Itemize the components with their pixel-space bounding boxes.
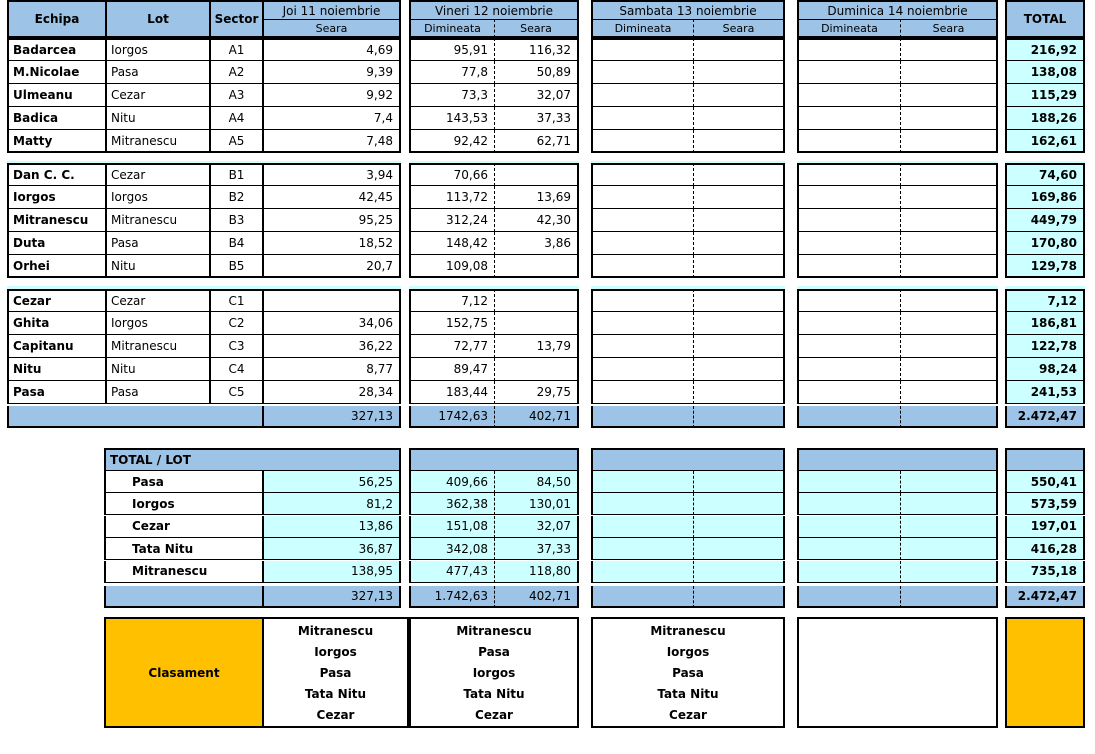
sambata-seara-value [693, 289, 785, 312]
duminica-seara-value [900, 107, 998, 130]
team-name: Duta [7, 232, 105, 255]
lot-name: Mitranescu [104, 561, 262, 583]
joi-seara-value: 4,69 [262, 38, 401, 61]
sambata-dimineata-value [591, 130, 693, 153]
total-joi: 327,13 [262, 406, 401, 428]
ranking-entry: Pasa [478, 644, 510, 659]
sambata-dimineata-value [591, 186, 693, 209]
lot-duminica-seara-value [900, 516, 998, 538]
lot-sambata-dimineata-value [591, 516, 693, 538]
lot-total-joi: 327,13 [262, 586, 401, 608]
duminica-dimineata-value [797, 163, 900, 186]
vineri-seara-value: 42,30 [494, 209, 579, 232]
day-header-sub: Seara [494, 19, 579, 38]
team-name: Capitanu [7, 335, 105, 358]
duminica-dimineata-value [797, 61, 900, 84]
row-total: 162,61 [1005, 130, 1085, 153]
joi-seara-value: 8,77 [262, 358, 401, 381]
day-header-sub: Dimineata [591, 19, 693, 38]
sambata-dimineata-value [591, 232, 693, 255]
sector-code: B3 [209, 209, 262, 232]
clasament-label: Clasament [104, 617, 262, 728]
ranking-entry: Iorgos [666, 644, 710, 659]
lot-name: Nitu [105, 255, 209, 278]
vineri-dimineata-value: 92,42 [409, 130, 494, 153]
grand-total: 2.472,47 [1005, 406, 1085, 428]
row-total: 74,60 [1005, 163, 1085, 186]
sector-code: B1 [209, 163, 262, 186]
lot-vineri-seara-value: 32,07 [494, 516, 579, 538]
lot-duminica-seara-value [900, 493, 998, 515]
lot-name: Cezar [105, 84, 209, 107]
sector-code: C3 [209, 335, 262, 358]
total-duminica-dimineata [797, 406, 900, 428]
lot-name: Iorgos [105, 312, 209, 335]
duminica-seara-value [900, 232, 998, 255]
lot-duminica-seara-value [900, 538, 998, 560]
ranking-entry: Cezar [475, 707, 513, 722]
team-name: Ulmeanu [7, 84, 105, 107]
vineri-dimineata-value: 73,3 [409, 84, 494, 107]
sector-code: C4 [209, 358, 262, 381]
lot-total-vineri-seara: 402,71 [494, 586, 579, 608]
vineri-dimineata-value: 72,77 [409, 335, 494, 358]
ranking-entry: Iorgos [314, 644, 357, 659]
lot-header-vineri [409, 448, 579, 471]
sambata-seara-value [693, 335, 785, 358]
total-sambata-dimineata [591, 406, 693, 428]
ranking-entry: Cezar [316, 707, 355, 722]
lot-name: Pasa [104, 471, 262, 493]
row-total: 7,12 [1005, 289, 1085, 312]
row-total: 170,80 [1005, 232, 1085, 255]
sambata-seara-value [693, 232, 785, 255]
team-name: Badarcea [7, 38, 105, 61]
col-header-lot: Lot [105, 0, 209, 38]
lot-section-title: TOTAL / LOT [104, 448, 401, 471]
lot-header-sambata [591, 448, 785, 471]
lot-sambata-dimineata-value [591, 538, 693, 560]
lot-name: Cezar [105, 163, 209, 186]
vineri-dimineata-value: 113,72 [409, 186, 494, 209]
lot-name: Mitranescu [105, 335, 209, 358]
vineri-seara-value [494, 312, 579, 335]
row-total: 241,53 [1005, 381, 1085, 404]
sambata-dimineata-value [591, 84, 693, 107]
lot-name: Iorgos [104, 493, 262, 515]
duminica-dimineata-value [797, 107, 900, 130]
lot-name: Mitranescu [105, 209, 209, 232]
sambata-dimineata-value [591, 381, 693, 404]
lot-name: Cezar [105, 289, 209, 312]
joi-seara-value: 7,4 [262, 107, 401, 130]
row-total: 216,92 [1005, 38, 1085, 61]
lot-joi-value: 56,25 [262, 471, 401, 493]
row-total: 115,29 [1005, 84, 1085, 107]
lot-vineri-seara-value: 84,50 [494, 471, 579, 493]
day-header-title: Duminica 14 noiembrie [797, 0, 998, 19]
sambata-dimineata-value [591, 312, 693, 335]
lot-vineri-dimineata-value: 477,43 [409, 561, 494, 583]
lot-total-sambata-dimineata [591, 586, 693, 608]
lot-name: Tata Nitu [104, 538, 262, 560]
team-name: Mitranescu [7, 209, 105, 232]
duminica-dimineata-value [797, 209, 900, 232]
row-total: 186,81 [1005, 312, 1085, 335]
totals-row-spacer [7, 406, 262, 428]
joi-seara-value: 3,94 [262, 163, 401, 186]
lot-vineri-seara-value: 118,80 [494, 561, 579, 583]
joi-seara-value: 28,34 [262, 381, 401, 404]
lot-sambata-seara-value [693, 561, 785, 583]
sector-code: C1 [209, 289, 262, 312]
vineri-seara-value: 13,69 [494, 186, 579, 209]
ranking-entry: Mitranescu [456, 623, 532, 638]
sambata-dimineata-value [591, 358, 693, 381]
joi-seara-value: 42,45 [262, 186, 401, 209]
sambata-dimineata-value [591, 38, 693, 61]
sambata-dimineata-value [591, 107, 693, 130]
sambata-seara-value [693, 38, 785, 61]
lot-name: Pasa [105, 381, 209, 404]
sector-code: A1 [209, 38, 262, 61]
row-total: 188,26 [1005, 107, 1085, 130]
vineri-dimineata-value: 77,8 [409, 61, 494, 84]
sambata-seara-value [693, 209, 785, 232]
row-total: 449,79 [1005, 209, 1085, 232]
vineri-dimineata-value: 312,24 [409, 209, 494, 232]
total-vineri-dimineata: 1742,63 [409, 406, 494, 428]
ranking-entry: Pasa [672, 665, 704, 680]
sector-code: C2 [209, 312, 262, 335]
day-header-title: Vineri 12 noiembrie [409, 0, 579, 19]
ranking-entry: Iorgos [472, 665, 516, 680]
vineri-seara-value [494, 289, 579, 312]
lot-sambata-seara-value [693, 493, 785, 515]
vineri-seara-value: 116,32 [494, 38, 579, 61]
duminica-seara-value [900, 61, 998, 84]
team-name: Iorgos [7, 186, 105, 209]
joi-seara-value: 7,48 [262, 130, 401, 153]
lot-joi-value: 36,87 [262, 538, 401, 560]
duminica-dimineata-value [797, 232, 900, 255]
lot-name: Nitu [105, 358, 209, 381]
vineri-seara-value: 13,79 [494, 335, 579, 358]
sector-code: A4 [209, 107, 262, 130]
lot-name: Pasa [105, 232, 209, 255]
ranking-entry: Mitranescu [650, 623, 726, 638]
duminica-seara-value [900, 163, 998, 186]
row-total: 138,08 [1005, 61, 1085, 84]
lot-total-duminica-seara [900, 586, 998, 608]
joi-seara-value: 9,39 [262, 61, 401, 84]
lot-duminica-seara-value [900, 561, 998, 583]
lot-duminica-dimineata-value [797, 538, 900, 560]
sambata-seara-value [693, 61, 785, 84]
joi-seara-value: 95,25 [262, 209, 401, 232]
lot-duminica-seara-value [900, 471, 998, 493]
team-name: Badica [7, 107, 105, 130]
duminica-seara-value [900, 358, 998, 381]
vineri-seara-value: 32,07 [494, 84, 579, 107]
sector-code: B5 [209, 255, 262, 278]
joi-seara-value: 9,92 [262, 84, 401, 107]
lot-name: Cezar [104, 516, 262, 538]
lot-sambata-dimineata-value [591, 471, 693, 493]
vineri-dimineata-value: 183,44 [409, 381, 494, 404]
sambata-seara-value [693, 107, 785, 130]
ranking-entry: Tata Nitu [463, 686, 525, 701]
duminica-seara-value [900, 130, 998, 153]
ranking-entry: Pasa [319, 665, 352, 680]
vineri-dimineata-value: 109,08 [409, 255, 494, 278]
team-name: Matty [7, 130, 105, 153]
duminica-seara-value [900, 84, 998, 107]
lot-joi-value: 13,86 [262, 516, 401, 538]
total-sambata-seara [693, 406, 785, 428]
lot-duminica-dimineata-value [797, 493, 900, 515]
ranking-entry: Tata Nitu [657, 686, 719, 701]
sambata-seara-value [693, 186, 785, 209]
lot-total-duminica-dimineata [797, 586, 900, 608]
sector-code: A5 [209, 130, 262, 153]
lot-total-vineri-dimineata: 1.742,63 [409, 586, 494, 608]
sambata-seara-value [693, 358, 785, 381]
lot-total-sambata-seara [693, 586, 785, 608]
sector-code: B4 [209, 232, 262, 255]
duminica-dimineata-value [797, 358, 900, 381]
clasament-sambata [591, 617, 785, 728]
sambata-seara-value [693, 312, 785, 335]
duminica-seara-value [900, 289, 998, 312]
lot-vineri-seara-value: 130,01 [494, 493, 579, 515]
sambata-seara-value [693, 84, 785, 107]
team-name: Nitu [7, 358, 105, 381]
lot-sambata-seara-value [693, 516, 785, 538]
vineri-dimineata-value: 95,91 [409, 38, 494, 61]
joi-seara-value: 20,7 [262, 255, 401, 278]
duminica-dimineata-value [797, 38, 900, 61]
duminica-dimineata-value [797, 312, 900, 335]
row-total: 122,78 [1005, 335, 1085, 358]
vineri-dimineata-value: 148,42 [409, 232, 494, 255]
joi-seara-value [262, 289, 401, 312]
duminica-seara-value [900, 186, 998, 209]
vineri-seara-value [494, 163, 579, 186]
day-header-sub: Seara [900, 19, 998, 38]
lot-sambata-seara-value [693, 471, 785, 493]
sambata-seara-value [693, 255, 785, 278]
sector-code: A3 [209, 84, 262, 107]
sector-code: B2 [209, 186, 262, 209]
vineri-seara-value [494, 358, 579, 381]
ranking-entry: Mitranescu [297, 623, 374, 638]
day-header-sub: Dimineata [797, 19, 900, 38]
day-header-title: Sambata 13 noiembrie [591, 0, 785, 19]
joi-seara-value: 34,06 [262, 312, 401, 335]
duminica-dimineata-value [797, 381, 900, 404]
team-name: Orhei [7, 255, 105, 278]
duminica-dimineata-value [797, 289, 900, 312]
lot-sambata-dimineata-value [591, 493, 693, 515]
sambata-seara-value [693, 381, 785, 404]
lot-vineri-seara-value: 37,33 [494, 538, 579, 560]
lot-header-duminica [797, 448, 998, 471]
lot-duminica-dimineata-value [797, 516, 900, 538]
lot-vineri-dimineata-value: 151,08 [409, 516, 494, 538]
clasament-joi [262, 617, 409, 728]
lot-vineri-dimineata-value: 409,66 [409, 471, 494, 493]
col-header-total: TOTAL [1005, 0, 1085, 38]
lot-total-value: 735,18 [1005, 561, 1085, 583]
vineri-seara-value: 50,89 [494, 61, 579, 84]
duminica-seara-value [900, 38, 998, 61]
day-header-sub: Dimineata [409, 19, 494, 38]
vineri-seara-value: 3,86 [494, 232, 579, 255]
duminica-dimineata-value [797, 84, 900, 107]
lot-total-value: 197,01 [1005, 516, 1085, 538]
lot-total-value: 550,41 [1005, 471, 1085, 493]
clasament-duminica [797, 617, 998, 728]
sambata-seara-value [693, 163, 785, 186]
clasament-vineri [409, 617, 579, 728]
duminica-seara-value [900, 209, 998, 232]
lot-name: Iorgos [105, 186, 209, 209]
ranking-entry: Tata Nitu [304, 686, 367, 701]
vineri-dimineata-value: 152,75 [409, 312, 494, 335]
vineri-dimineata-value: 70,66 [409, 163, 494, 186]
day-header-title: Joi 11 noiembrie [262, 0, 401, 19]
lot-sambata-seara-value [693, 538, 785, 560]
lot-joi-value: 81,2 [262, 493, 401, 515]
row-total: 98,24 [1005, 358, 1085, 381]
vineri-seara-value: 62,71 [494, 130, 579, 153]
vineri-seara-value [494, 255, 579, 278]
lot-total-value: 416,28 [1005, 538, 1085, 560]
vineri-dimineata-value: 7,12 [409, 289, 494, 312]
lot-duminica-dimineata-value [797, 471, 900, 493]
sambata-seara-value [693, 130, 785, 153]
duminica-seara-value [900, 255, 998, 278]
lot-name: Nitu [105, 107, 209, 130]
total-duminica-seara [900, 406, 998, 428]
lot-vineri-dimineata-value: 342,08 [409, 538, 494, 560]
lot-duminica-dimineata-value [797, 561, 900, 583]
lot-total-value: 573,59 [1005, 493, 1085, 515]
duminica-seara-value [900, 381, 998, 404]
lot-name: Mitranescu [105, 130, 209, 153]
ranking-entry: Cezar [669, 707, 707, 722]
joi-seara-value: 36,22 [262, 335, 401, 358]
lot-sambata-dimineata-value [591, 561, 693, 583]
clasament-total [1005, 617, 1085, 728]
row-total: 169,86 [1005, 186, 1085, 209]
sector-code: A2 [209, 61, 262, 84]
lot-vineri-dimineata-value: 362,38 [409, 493, 494, 515]
vineri-seara-value: 37,33 [494, 107, 579, 130]
lot-totals-spacer [104, 586, 262, 608]
lot-grand-total: 2.472,47 [1005, 586, 1085, 608]
vineri-dimineata-value: 143,53 [409, 107, 494, 130]
duminica-seara-value [900, 312, 998, 335]
lot-joi-value: 138,95 [262, 561, 401, 583]
sambata-dimineata-value [591, 163, 693, 186]
vineri-dimineata-value: 89,47 [409, 358, 494, 381]
duminica-dimineata-value [797, 335, 900, 358]
team-name: Ghita [7, 312, 105, 335]
vineri-seara-value: 29,75 [494, 381, 579, 404]
total-vineri-seara: 402,71 [494, 406, 579, 428]
team-name: M.Nicolae [7, 61, 105, 84]
sambata-dimineata-value [591, 289, 693, 312]
duminica-dimineata-value [797, 130, 900, 153]
joi-seara-value: 18,52 [262, 232, 401, 255]
sambata-dimineata-value [591, 335, 693, 358]
team-name: Cezar [7, 289, 105, 312]
duminica-dimineata-value [797, 186, 900, 209]
day-header-sub: Seara [262, 19, 401, 38]
lot-name: Iorgos [105, 38, 209, 61]
col-header-sector: Sector [209, 0, 262, 38]
sector-code: C5 [209, 381, 262, 404]
row-total: 129,78 [1005, 255, 1085, 278]
sambata-dimineata-value [591, 61, 693, 84]
sambata-dimineata-value [591, 255, 693, 278]
day-header-sub: Seara [693, 19, 785, 38]
duminica-dimineata-value [797, 255, 900, 278]
lot-header-total [1005, 448, 1085, 471]
col-header-echipa: Echipa [7, 0, 105, 38]
team-name: Dan C. C. [7, 163, 105, 186]
sambata-dimineata-value [591, 209, 693, 232]
duminica-seara-value [900, 335, 998, 358]
lot-name: Pasa [105, 61, 209, 84]
team-name: Pasa [7, 381, 105, 404]
